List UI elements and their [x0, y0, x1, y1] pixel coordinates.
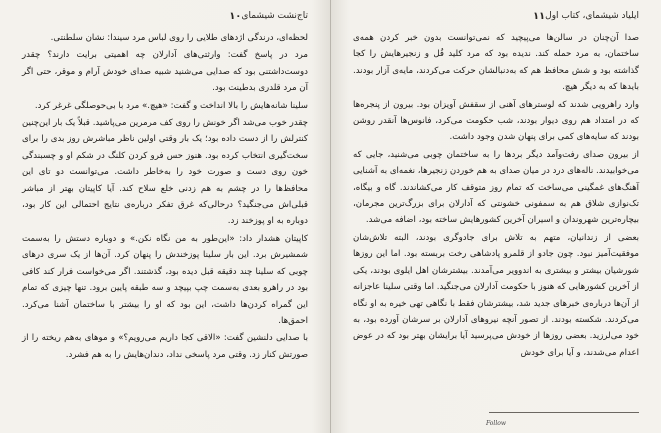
paragraph: بعضی از زندانیان، متهم به تلاش برای جادوگری بودند، البته تلاش‌شان موفقیت‌آمیز نبود. چون جادو از قلمرو پادشاهی رخت بربسته بود. اما این روزها شورشیان بیشتر و بیشتری به اندوویر می‌آمدند. بیشترشان اهل ایلوی بودند، یکی از آخرین کشورهایی که هنوز با حکومت آدارلان می‌جنگید. اما وقتی سلینا عاجزانه از آن‌ها درباره‌ی خبرهای جدید شد، بیشترشان فقط با نگاهی تهی خیره به او نگاه می‌کردند. شکسته بودند. از تصور آنچه نیروهای آدارلان بر سرشان آورده بود، به خود می‌لرزید. بعضی روزها از خودش می‌پرسید آیا برایشان بهتر بود که در عوض اعدام می‌شدند، و آیا برای خودش	[353, 232, 639, 358]
paragraph: وارد راهرویی شدند که لوسترهای آهنی از سقفش آویزان بود. بیرون از پنجره‌ها که در امتداد هم روی دیوار بودند، شب حکومت می‌کرد، فانوس‌ها آنقدر روشن بودند که سایه‌های کمی برای پنهان شدن وجود داشت.	[353, 99, 639, 143]
right-page-header	[353, 8, 639, 24]
paragraph: سلینا شانه‌هایش را بالا انداخت و گفت: «هیچ.» مرد با بی‌حوصلگی غرغر کرد.	[34, 100, 308, 111]
left-page	[0, 0, 330, 433]
left-page-number: ۱۰	[229, 10, 242, 22]
paragraph: چقدر خوب می‌شد اگر خونش را روی کف مرمرین می‌پاشید. قبلاً یک بار این‌چنین کنترلش را از دست داده بود؛ یک بار وقتی اولین ناظر مباشرش روز بدی را برای سخت‌گیری انتخاب کرده بود. هنوز حس فرو کردن کلنگ در شکم او و چسبندگی خون روی دست و صورت خود را به‌خاطر داشت. می‌توانست دو تای این محافظ‌ها را در چشم به هم زدنی خلع سلاح کند. آیا کاپیتان بهتر از مباشر قبلی‌اش می‌جنگید؟ درحالی‌که غرق تفکر درباره‌ی نتایج احتمالی این کار بود، دوباره به او پوزخند زد.	[22, 118, 308, 227]
paragraph: مرد در پاسخ گفت: وارثتی‌های آدارلان چه اهمیتی برایت دارند؟ چقدر دوست‌داشتنی بود که صدایی می‌شنید شبیه صدای خودش آرام و موقر، حتی اگر آن مرد قلدری بدطینت بود.	[22, 50, 308, 94]
right-page-number: ۱۱	[532, 10, 546, 22]
footnote-rule	[489, 412, 639, 413]
paragraph: از بیرون صدای رفت‌وآمد دیگر بردها را به ساختمان چوبی می‌شنید، جایی که می‌خوابیدند. ناله‌های درد در میان صدای به هم خوردن زنجیرها، نغمه‌ای به آشنایی آهنگ‌های غمگینی می‌ساخت که تمام روز متوقف کار می‌کشاندند. گاه و بیگاه، تک‌نوازی شلاق هم به سمفونی خشونتی که آدارلان برای بزرگ‌ترین مجرمان، بیچاره‌ترین شهروندان و اسیران آخرین کشورهایش ساخته بود، اضافه می‌شد.	[353, 149, 639, 226]
paragraph: با صدایی دلنشین گفت: «الاقی کجا داریم می‌رویم؟» و موهای به‌هم ریخته را از صورتش کنار زد. وقتی مرد پاسخی نداد، دندان‌هایش را به هم فشرد.	[22, 333, 308, 360]
right-page-body	[353, 30, 639, 361]
left-running-title: تاج‌نشت شیشمای	[241, 11, 308, 21]
paragraph: صدا آن‌چنان در سالن‌ها می‌پیچید که نمی‌توانست بدون خبر کردن همه‌ی ساختمان، به مرد حمله کند. ندیده بود که مرد کلید قُل و زنجیرهایش را کجا گذاشته بود و شش محافظ هم که به‌دنبالشان حرکت می‌کردند، مایه‌ی آزار بودند. بایدها که به دیگر هیچ.	[353, 33, 639, 93]
footer-note: Follow	[485, 420, 507, 427]
right-running-title: ایلیاد شیشمای، کتاب اول	[545, 11, 639, 21]
left-page-body	[22, 30, 308, 363]
left-page-header	[22, 8, 308, 24]
paragraph: لحظه‌ای، درندگی اژدهای طلایی را روی لباس مرد سیندا: نشان سلطنتی.	[50, 33, 308, 43]
paragraph: کاپیتان هشدار داد: «این‌طور به من نگاه نکن.» و دوباره دستش را به‌سمت شمشیرش برد. این بار سلینا پوزخندش را پنهان کرد. آن‌ها از یک سری درهای چوبی که سلینا چند دقیقه قبل دیده بود، گذشتند. اگر می‌خواست فرار کند کافی بود در راهرو بعدی به‌سمت چپ بپیچد و سه طبقه پایین برود. تنها چیزی که تمام این گمراه کردن‌ها داشت، این بود که او را بیشتر با ساختمان آشنا می‌کرد. احمق‌ها.	[22, 233, 308, 326]
right-page	[331, 0, 661, 433]
